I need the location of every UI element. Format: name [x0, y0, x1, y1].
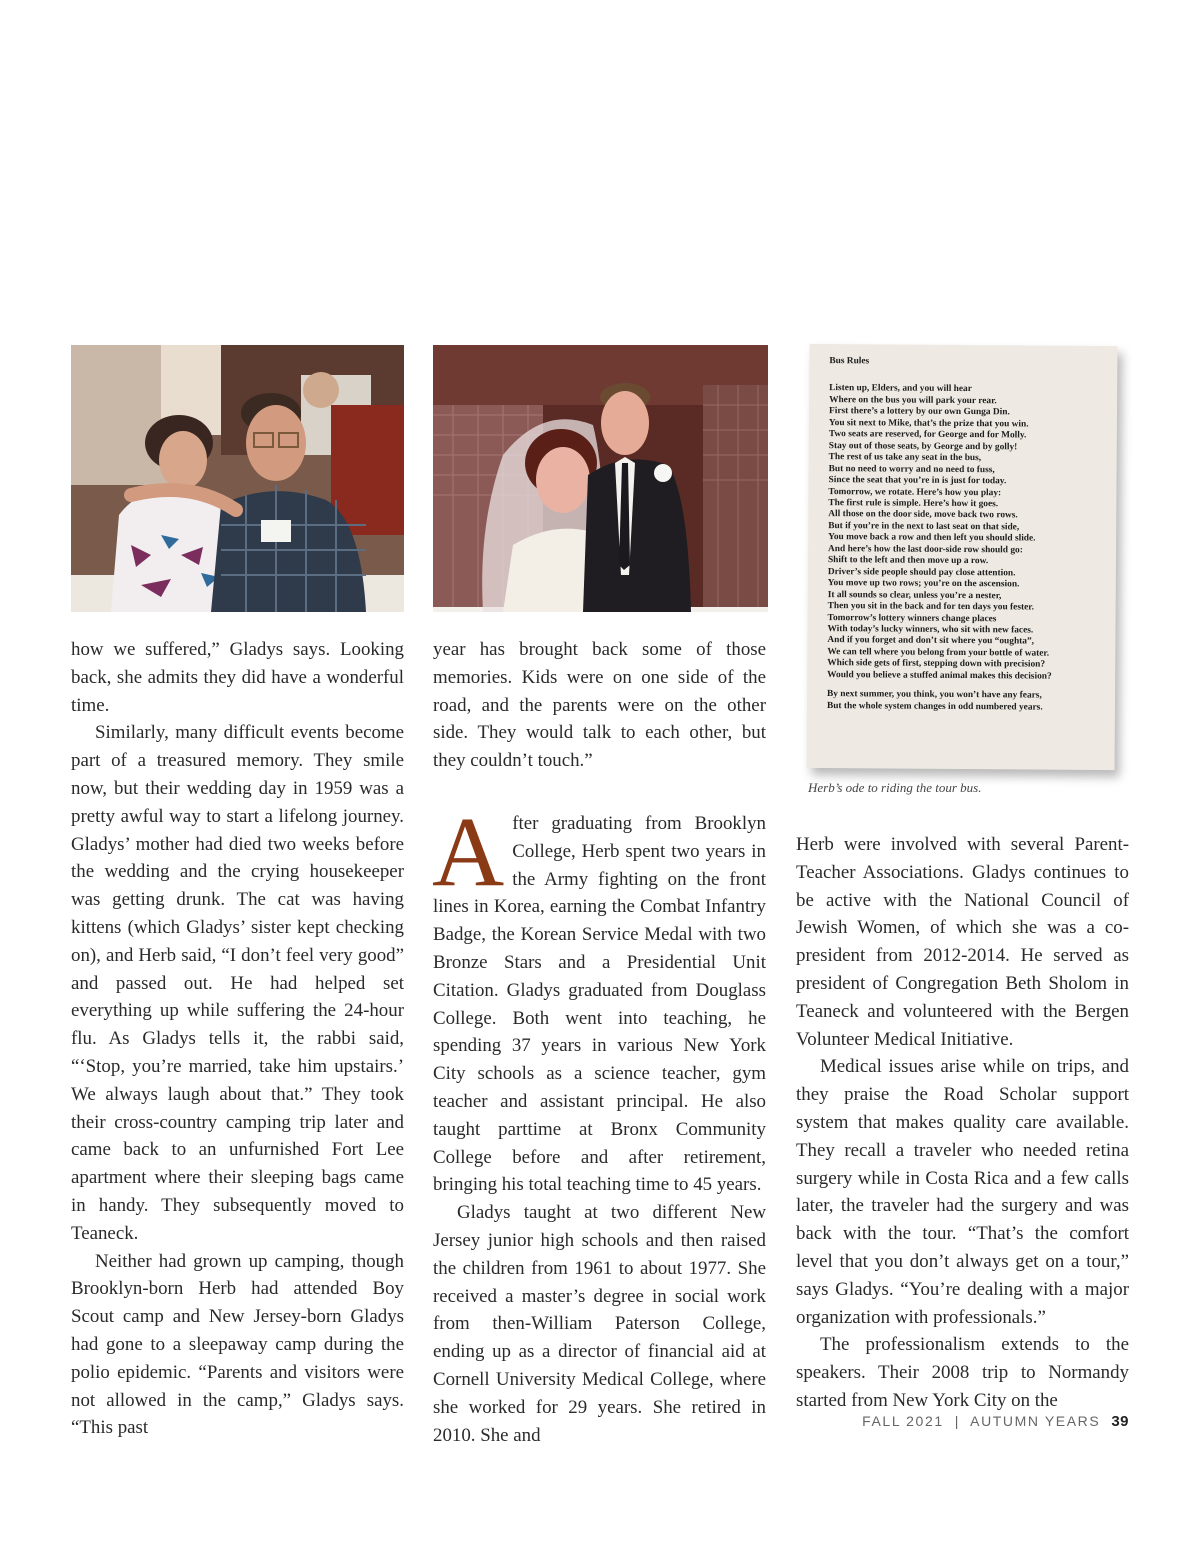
article-column-3: [796, 831, 1129, 1415]
paragraph-with-dropcap: [432, 795, 766, 1199]
poem-line: But if you’re in the next to last seat on that side,: [828, 520, 1020, 533]
poem-line: By next summer, you think, you won’t have any fears,: [827, 689, 1042, 701]
poem-line: We can tell where you belong from your bottle of water.: [827, 646, 1050, 659]
poem-line: It all sounds so clear, unless you’re a nester,: [827, 589, 1002, 601]
poem-line: Where on the bus you will park your rear.: [829, 394, 997, 407]
poem-line: You move up two rows; you’re on the ascension.: [827, 578, 1020, 590]
poem-line: First there’s a lottery by our own Gunga Din.: [828, 406, 1010, 418]
issue-label: FALL 2021 | AUTUMN YEARS: [862, 1413, 1101, 1429]
poem-line: Would you believe a stuffed animal makes this decision?: [827, 669, 1052, 682]
poem-line: You move back a row and then left you should slide.: [828, 532, 1036, 544]
poem-line: With today’s lucky winners, who sit with new faces.: [827, 624, 1034, 636]
poem-line: All those on the door side, move back two rows.: [828, 509, 1018, 521]
paragraph: The professionalism extends to the speakers. Their 2008 trip to Normandy started from New York City on the: [796, 1334, 1129, 1411]
poem-line: Then you sit in the back and for ten days you fester.: [827, 601, 1034, 613]
photo-caption: Herb’s ode to riding the tour bus.: [808, 780, 982, 795]
article-column-1: [71, 636, 404, 1442]
drop-cap: A: [432, 795, 505, 907]
poem-line: You sit next to Mike, that’s the prize that you win.: [828, 417, 1029, 430]
poem-line: Which side gets of first, stepping down with precision?: [827, 658, 1046, 670]
article-column-2: [433, 636, 766, 1449]
bus-rules-verse: [827, 384, 1099, 684]
paragraph: Neither had grown up camping, though Brooklyn-born Herb had attended Boy Scout camp and New Jersey-born Gladys had gone to a sleepaway camp during the polio epidemic. “Parents and visitors were not allowed in the camp,” Gladys says. “This past: [71, 1250, 404, 1439]
poem-line: The rest of us take any seat in the bus,: [828, 452, 982, 464]
poem-line: And here’s how the last door-side row should go:: [828, 543, 1023, 556]
poem-line: Two seats are reserved, for George and for Molly.: [828, 429, 1027, 441]
paragraph: Similarly, many difficult events become part of a treasured memory. They smile now, but their wedding day in 1959 was a pretty awful way to start a lifelong journey. Gladys’ mother had died two weeks before the wedding and the crying housekeeper was getting drunk. The cat was having kittens (which Gladys’ sister kept checking on), and Herb said, “I don’t feel very good” and passed out. He had helped set everything up while suffering the 24-hour flu. As Gladys tells it, the rabbi said, “‘Stop, you’re married, take him upstairs.’ We always laugh about that.” They took their cross-country camping trip later and came back to an unfurnished Fort Lee apartment where their sleeping bags came in handy. They subsequently moved to Teaneck.: [71, 722, 404, 1244]
poem-line: Shift to the left and then move up a row.: [827, 555, 989, 567]
poem-line: And if you forget and don’t sit where you “oughta”,: [827, 635, 1035, 647]
paragraph: Gladys taught at two different New Jersey junior high schools and then raised the children from 1961 to about 1977. She received a master’s degree in social work from then-William Paterson College, ending up as a director of financial aid at Cornell University Medical College, where she worked for 29 years. She retired in 2010. She and: [433, 1202, 766, 1446]
page-number: 39: [1111, 1413, 1129, 1430]
paragraph: Medical issues arise while on trips, and they praise the Road Scholar support system that makes quality care available. They recall a traveler who needed retina surgery while in Costa Rica and a few calls later, the traveler had the surgery and was back with the tour. “That’s the comfort level that you don’t always get on a tour,” says Gladys. “You’re dealing with a major organization with professionals.”: [796, 1056, 1129, 1328]
photo-wedding-1959: [433, 345, 768, 612]
bus-rules-poem-card: [807, 344, 1118, 770]
poem-line: But the whole system changes in odd numbered years.: [826, 700, 1043, 713]
poem-line: Since the seat that you’re in is just for today.: [828, 475, 1007, 487]
poem-line: Tomorrow’s lottery winners change places: [827, 612, 997, 624]
poem-line: Driver’s side people should pay close attention.: [827, 566, 1016, 579]
bus-rules-title: Bus Rules: [829, 356, 870, 367]
paragraph: Herb were involved with several Parent-Teacher Associations. Gladys continues to be active with the National Council of Jewish Women, of which she was a co-president from 2012-2014. He served as president of Congregation Beth Sholom in Teaneck and volunteered with the Bergen Volunteer Medical Initiative.: [796, 834, 1129, 1050]
paragraph-text: fter graduating from Brooklyn College, Herb spent two years in the Army fighting on the front lines in Korea, earning the Combat Infantry Badge, the Korean Service Medal with two Bronze Stars and a Presidential Unit Citation. Gladys graduated from Douglass College. Both went into teaching, he spending 37 years in various New York City schools as a science teacher, gym teacher and assistant principal. He also taught parttime at Bronx Community College before and after retirement, bringing his total teaching time to 45 years.: [433, 812, 766, 1196]
poem-line: Listen up, Elders, and you will hear: [829, 383, 972, 395]
bus-rules-closing: [827, 689, 1097, 714]
paragraph: how we suffered,” Gladys says. Looking back, she admits they did have a wonderful time.: [71, 639, 404, 716]
photo-couple-at-event: [71, 345, 404, 612]
poem-line: Tomorrow, we rotate. Here’s how you play:: [828, 486, 1002, 498]
page-folio: [862, 1413, 1129, 1430]
poem-line: Stay out of those seats, by George and by golly!: [828, 440, 1018, 453]
poem-line: The first rule is simple. Here’s how it goes.: [828, 498, 999, 510]
poem-line: But no need to worry and no need to fuss,: [828, 463, 995, 475]
paragraph: year has brought back some of those memories. Kids were on one side of the road, and the parents were on the other side. They would talk to each other, but they couldn’t touch.”: [433, 639, 766, 772]
